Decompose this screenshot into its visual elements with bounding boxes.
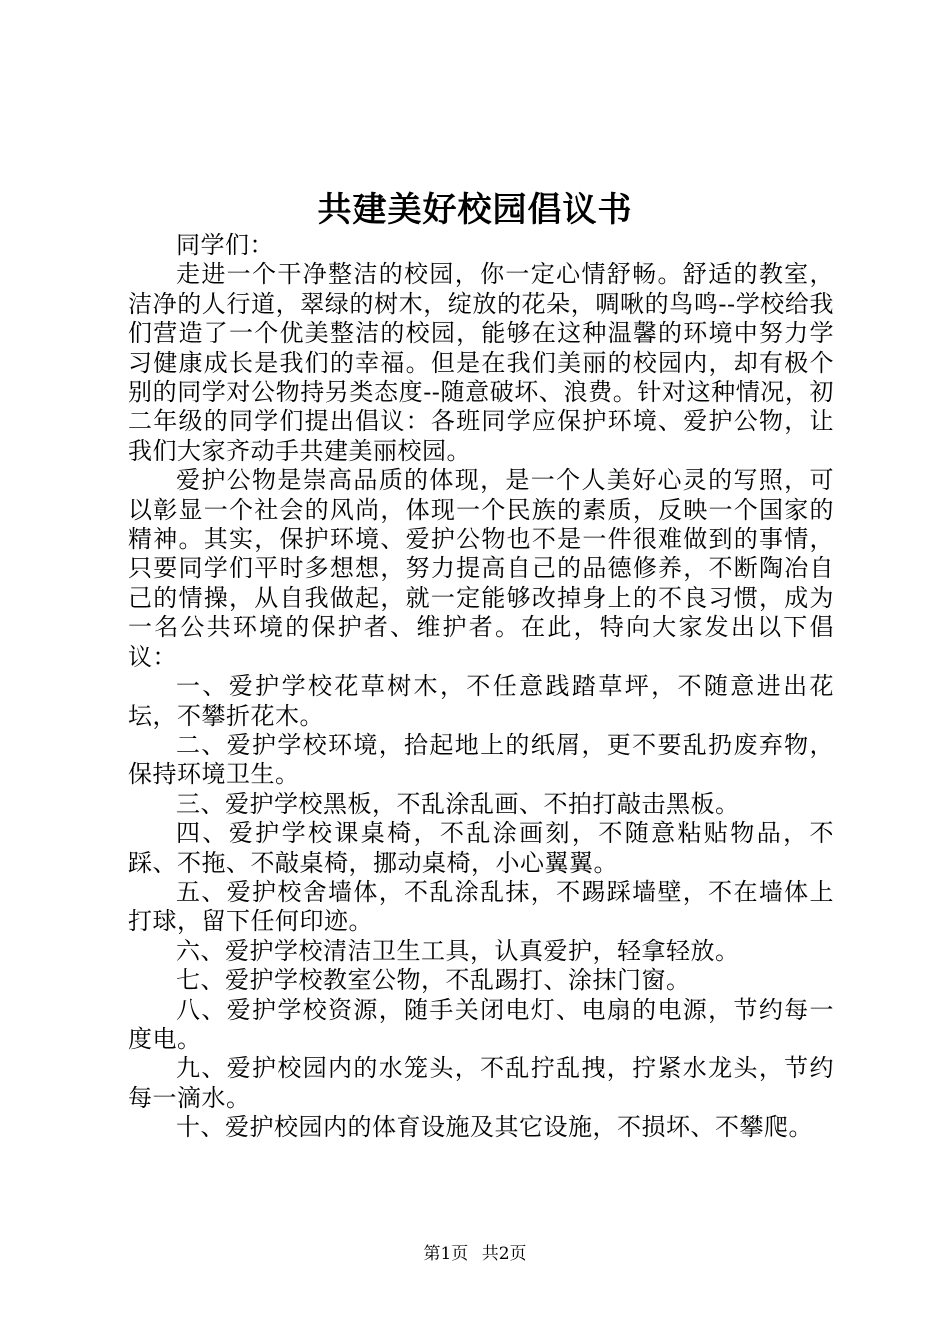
page-number: 第1页 (423, 1244, 469, 1264)
document-body (128, 231, 834, 1143)
proposal-item: 三、爱护学校黑板，不乱涂乱画、不拍打敲击黑板。 (176, 789, 740, 818)
proposal-item: 五、爱护校舍墙体，不乱涂乱抹，不踢踩墙壁，不在墙体上打球，留下任何印迹。 (128, 877, 834, 936)
page-total: 共2页 (481, 1244, 527, 1264)
body-paragraph: 走进一个干净整洁的校园，你一定心情舒畅。舒适的教室，洁净的人行道，翠绿的树木，绽放的花朵，啁啾的鸟鸣--学校给我们营造了一个优美整洁的校园，能够在这种温馨的环境中努力学习健康成长是我们的幸福。但是在我们美丽的校园内，却有极个别的同学对公物持另类态度--随意破坏、浪费。针对这种情况，初二年级的同学们提出倡议：各班同学应保护环境、爱护公物，让我们大家齐动手共建美丽校园。 (128, 260, 834, 465)
salutation: 同学们： (176, 231, 274, 259)
proposal-item: 一、爱护学校花草树木，不任意践踏草坪，不随意进出花坛，不攀折花木。 (128, 672, 834, 730)
proposal-item: 九、爱护校园内的水笼头，不乱拧乱拽，拧紧水龙头，节约每一滴水。 (128, 1054, 834, 1112)
proposal-item: 八、爱护学校资源，随手关闭电灯、电扇的电源，节约每一度电。 (128, 995, 834, 1053)
proposal-item: 六、爱护学校清洁卫生工具，认真爱护，轻拿轻放。 (176, 936, 740, 965)
proposal-item: 七、爱护学校教室公物，不乱踢打、涂抹门窗。 (176, 966, 691, 995)
body-paragraph: 爱护公物是崇高品质的体现，是一个人美好心灵的写照，可以彰显一个社会的风尚，体现一个民族的素质，反映一个国家的精神。其实，保护环境、爱护公物也不是一件很难做到的事情，只要同学们平时多想想，努力提高自己的品德修养，不断陶冶自己的情操，从自我做起，就一定能够改掉身上的不良习惯，成为一名公共环境的保护者、维护者。在此，特向大家发出以下倡议： (128, 466, 834, 671)
document-title: 共建美好校园倡议书 (317, 190, 633, 230)
proposal-item: 二、爱护学校环境，拾起地上的纸屑，更不要乱扔废弃物，保持环境卫生。 (128, 730, 834, 789)
proposal-item: 四、爱护学校课桌椅，不乱涂画刻，不随意粘贴物品，不踩、不拖、不敲桌椅，挪动桌椅，小心翼翼。 (128, 819, 834, 877)
proposal-item: 十、爱护校园内的体育设施及其它设施，不损坏、不攀爬。 (176, 1113, 813, 1142)
page-footer (0, 1243, 950, 1265)
